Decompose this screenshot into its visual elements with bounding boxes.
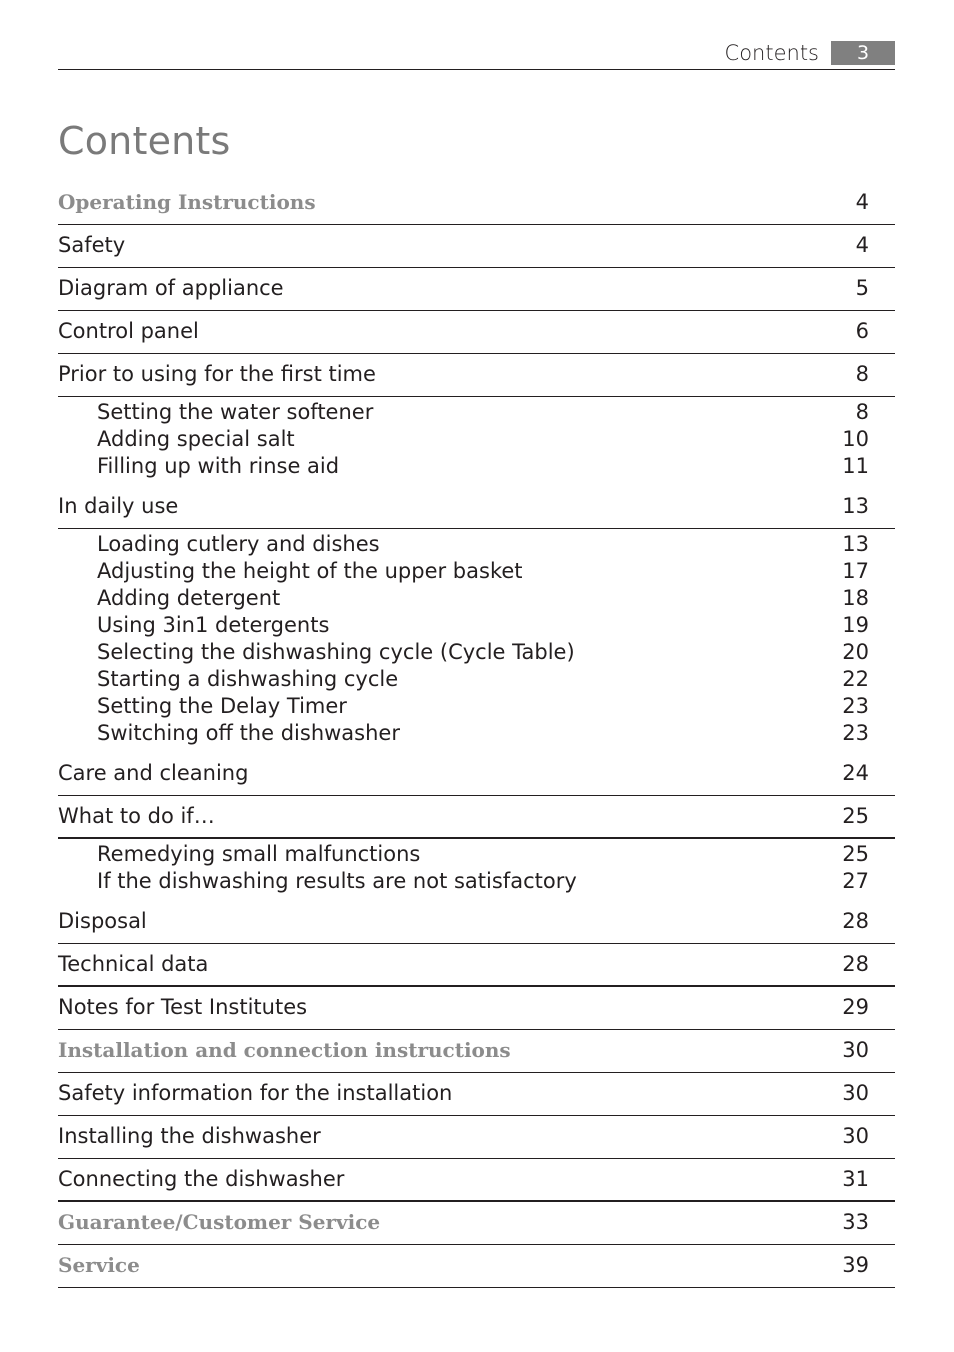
toc-subentry-label: Adjusting the height of the upper basket: [97, 559, 523, 583]
toc-subentry-page: 10: [842, 427, 869, 451]
toc-entry-label: Guarantee/Customer Service: [58, 1210, 381, 1234]
toc-entry-page: 30: [842, 1081, 869, 1105]
toc-entry-service[interactable]: [58, 1245, 895, 1288]
toc-entry-label: Technical data: [58, 952, 209, 976]
toc-entry-page: 39: [842, 1253, 869, 1277]
toc-entry-label: Installation and connection instructions: [58, 1038, 511, 1062]
toc-subentry[interactable]: [58, 426, 895, 453]
toc-entry-label: Disposal: [58, 909, 147, 933]
toc-entry-page: 6: [855, 319, 869, 343]
toc-entry-label: Control panel: [58, 319, 199, 343]
toc-entry-page: 13: [842, 494, 869, 518]
toc-entry-label: Connecting the dishwasher: [58, 1167, 345, 1191]
toc-sublist-daily-use: [58, 529, 895, 753]
running-header-title: Contents: [724, 41, 819, 65]
toc-subentry[interactable]: [58, 453, 895, 480]
toc-entry-page: 24: [842, 761, 869, 785]
toc-entry-control-panel[interactable]: [58, 311, 895, 354]
toc-subentry[interactable]: [58, 720, 895, 747]
toc-entry-label: Safety: [58, 233, 126, 257]
toc-entry-prior-to-using[interactable]: [58, 354, 895, 397]
toc-subentry-page: 27: [842, 869, 869, 893]
toc-entry-notes-for-test-institutes[interactable]: [58, 987, 895, 1030]
toc-subentry[interactable]: [58, 693, 895, 720]
toc-entry-label: Care and cleaning: [58, 761, 249, 785]
toc-entry-page: 29: [842, 995, 869, 1019]
toc-subentry-page: 23: [842, 721, 869, 745]
toc-subentry-label: Loading cutlery and dishes: [97, 532, 380, 556]
toc-entry-installation-instructions[interactable]: [58, 1030, 895, 1073]
toc-entry-page: 8: [855, 362, 869, 386]
toc-subentry-label: Adding special salt: [97, 427, 295, 451]
toc-entry-label: What to do if…: [58, 804, 215, 828]
toc-entry-page: 33: [842, 1210, 869, 1234]
toc-entry-label: Diagram of appliance: [58, 276, 284, 300]
toc-subentry-page: 25: [842, 842, 869, 866]
toc-entry-label: Notes for Test Institutes: [58, 995, 308, 1019]
toc-entry-page: 30: [842, 1038, 869, 1062]
toc-sublist-what-to-do-if: [58, 839, 895, 901]
toc-entry-safety[interactable]: [58, 225, 895, 268]
toc-subentry-label: Selecting the dishwashing cycle (Cycle Table): [97, 640, 575, 664]
toc-entry-in-daily-use[interactable]: [58, 486, 895, 529]
toc-entry-page: 28: [842, 909, 869, 933]
toc-entry-connecting[interactable]: [58, 1159, 895, 1202]
toc-subentry-label: Setting the Delay Timer: [97, 694, 347, 718]
toc-subentry-label: Filling up with rinse aid: [97, 454, 340, 478]
toc-subentry[interactable]: [58, 841, 895, 868]
toc-subentry[interactable]: [58, 558, 895, 585]
toc-entry-page: 25: [842, 804, 869, 828]
toc-entry-label: In daily use: [58, 494, 179, 518]
toc-sublist-prior: [58, 397, 895, 486]
toc-entry-guarantee[interactable]: [58, 1202, 895, 1245]
toc-entry-label: Service: [58, 1253, 140, 1277]
toc-subentry[interactable]: [58, 612, 895, 639]
toc-subentry-page: 17: [842, 559, 869, 583]
toc-entry-safety-installation[interactable]: [58, 1073, 895, 1116]
toc-subentry-label: Remedying small malfunctions: [97, 842, 421, 866]
toc-entry-page: 4: [855, 190, 869, 214]
toc-subentry-label: Setting the water softener: [97, 400, 374, 424]
toc-entry-page: 4: [855, 233, 869, 257]
toc-subentry[interactable]: [58, 585, 895, 612]
page-number-badge: 3: [831, 41, 895, 65]
toc-entry-page: 5: [855, 276, 869, 300]
toc-subentry-label: Using 3in1 detergents: [97, 613, 330, 637]
toc-subentry[interactable]: [58, 639, 895, 666]
toc-subentry-page: 19: [842, 613, 869, 637]
toc-entry-technical-data[interactable]: [58, 944, 895, 987]
toc-subentry-page: 11: [842, 454, 869, 478]
toc-subentry-page: 22: [842, 667, 869, 691]
toc-entry-installing[interactable]: [58, 1116, 895, 1159]
toc-entry-disposal[interactable]: [58, 901, 895, 944]
toc-subentry-label: Adding detergent: [97, 586, 281, 610]
toc-subentry[interactable]: [58, 868, 895, 895]
toc-subentry-label: Starting a dishwashing cycle: [97, 667, 399, 691]
toc-entry-label: Safety information for the installation: [58, 1081, 453, 1105]
toc-entry-care-and-cleaning[interactable]: [58, 753, 895, 796]
toc-entry-label: Prior to using for the first time: [58, 362, 376, 386]
toc-subentry[interactable]: [58, 666, 895, 693]
toc-entry-page: 31: [842, 1167, 869, 1191]
toc-subentry-page: 8: [855, 400, 869, 424]
toc-entry-what-to-do-if[interactable]: [58, 796, 895, 839]
toc-subentry-page: 20: [842, 640, 869, 664]
page-title: Contents: [58, 119, 231, 163]
toc-subentry[interactable]: [58, 531, 895, 558]
toc-subentry-page: 13: [842, 532, 869, 556]
toc-entry-page: 28: [842, 952, 869, 976]
toc-subentry-label: If the dishwashing results are not satisfactory: [97, 869, 577, 893]
toc-entry-diagram[interactable]: [58, 268, 895, 311]
toc-entry-label: Operating Instructions: [58, 190, 316, 214]
toc-entry-page: 30: [842, 1124, 869, 1148]
toc-subentry-page: 23: [842, 694, 869, 718]
table-of-contents: [58, 182, 895, 1288]
toc-entry-label: Installing the dishwasher: [58, 1124, 321, 1148]
toc-entry-operating-instructions[interactable]: [58, 182, 895, 225]
toc-subentry[interactable]: [58, 399, 895, 426]
running-header: [58, 38, 895, 70]
toc-subentry-label: Switching off the dishwasher: [97, 721, 400, 745]
toc-subentry-page: 18: [842, 586, 869, 610]
